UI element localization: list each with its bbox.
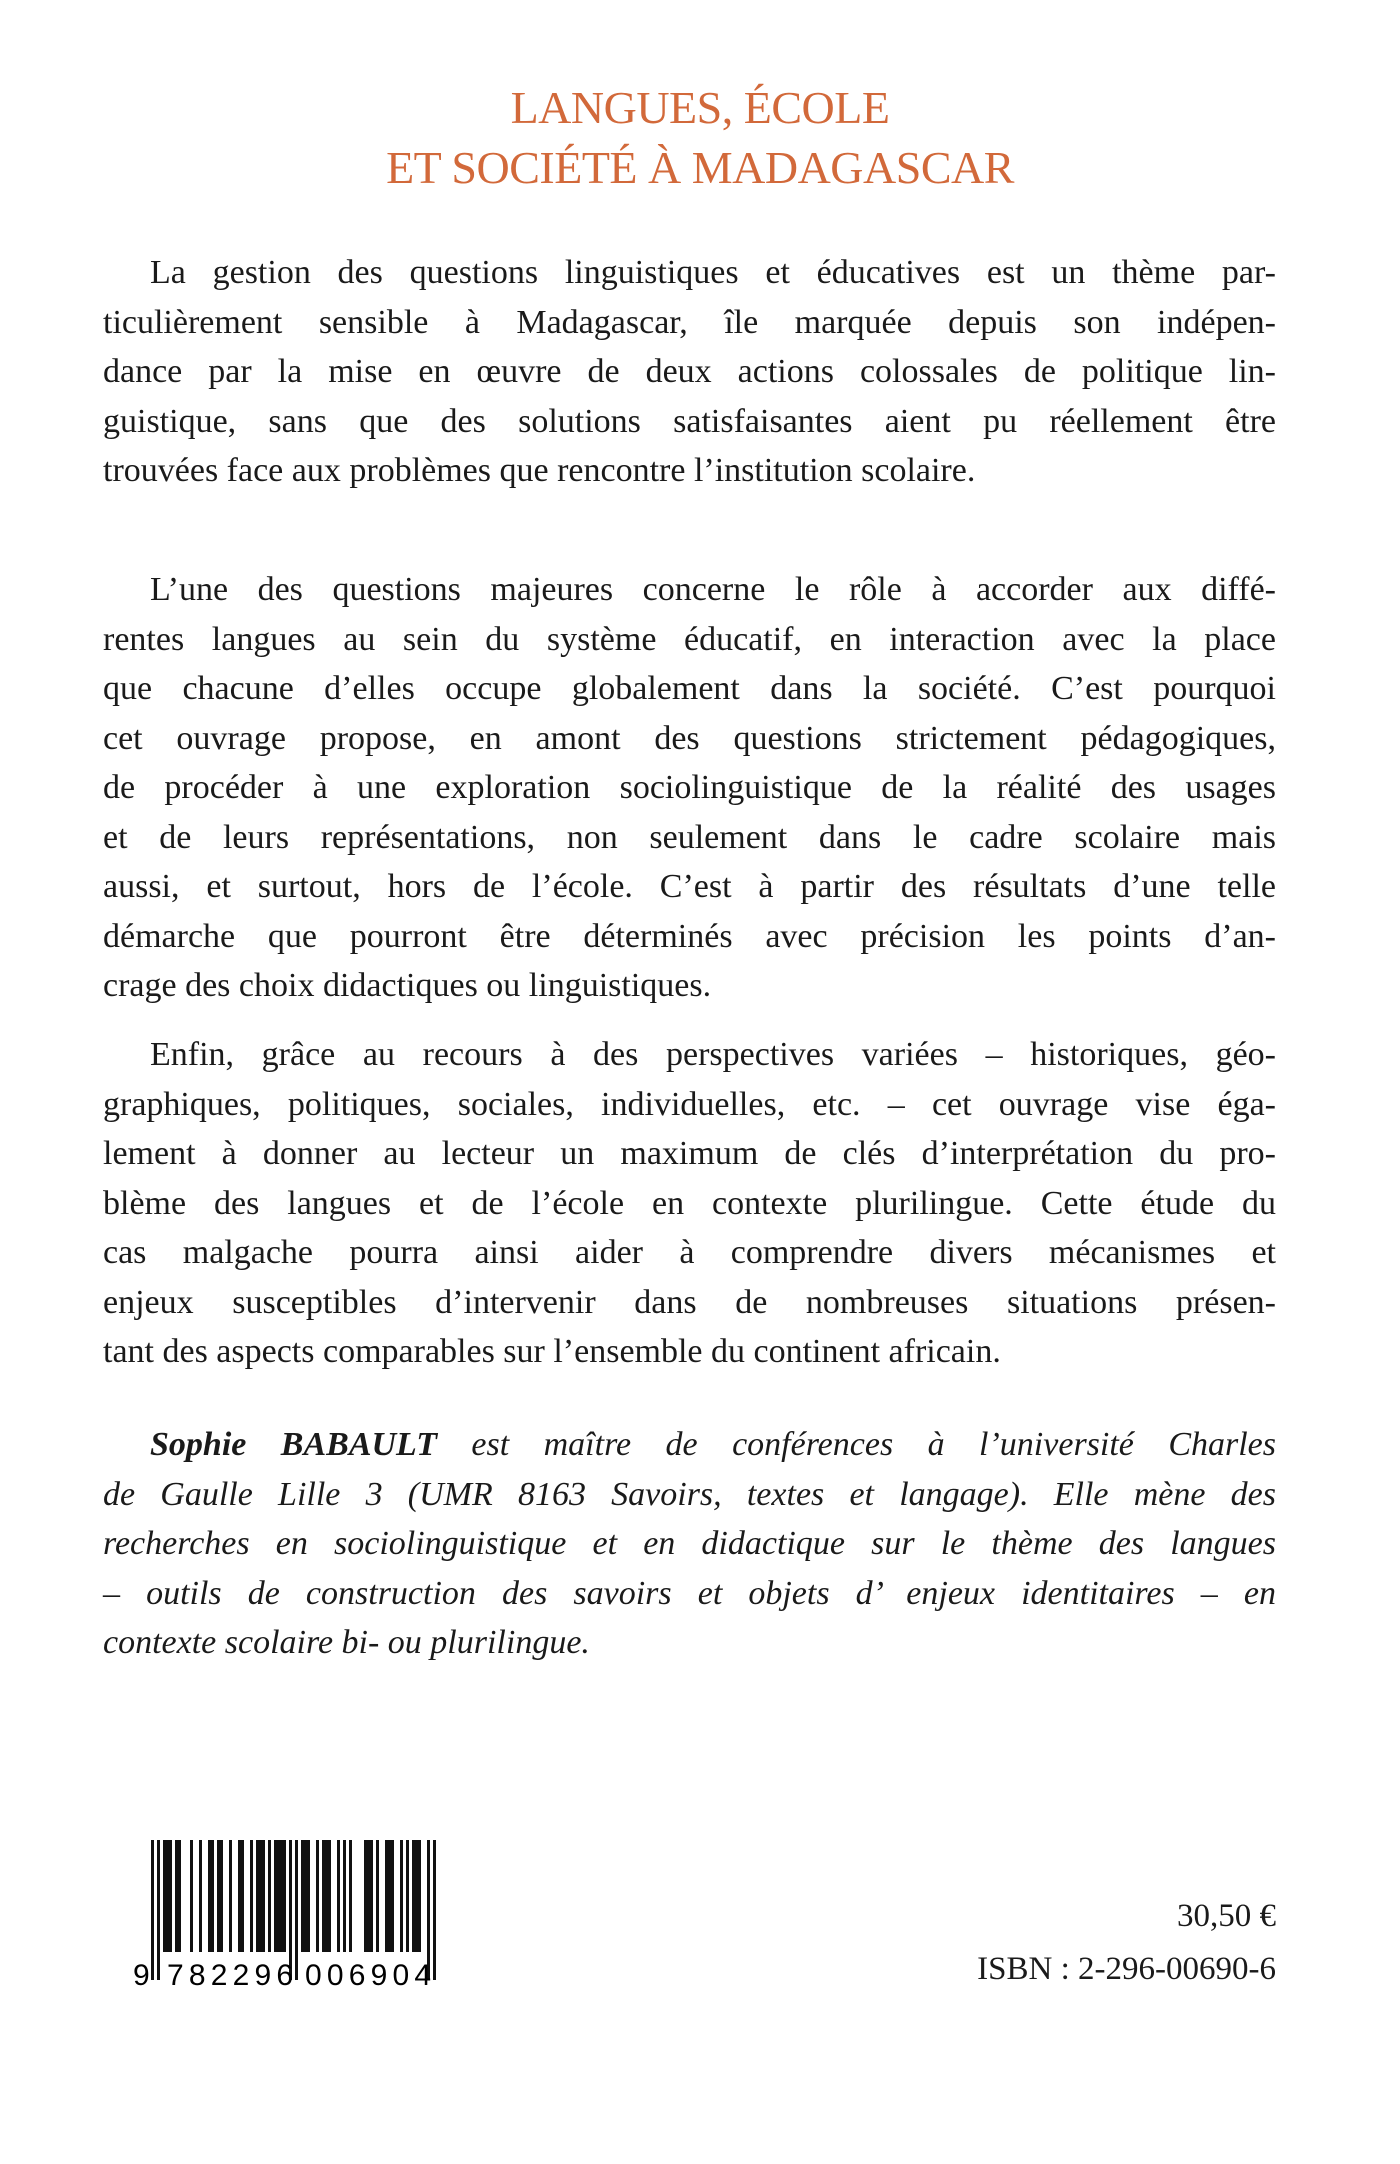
paragraph-line: guistique, sans que des solutions satisfaisantes aient pu réellement être: [103, 402, 1276, 440]
barcode-bar: [400, 1840, 403, 1952]
paragraph-line: blème des langues et de l’école en contexte plurilingue. Cette étude du: [103, 1184, 1276, 1222]
author-bio-line: contexte scolaire bi- ou plurilingue.: [103, 1624, 590, 1661]
barcode-bar: [367, 1840, 370, 1952]
barcode-bar: [190, 1840, 193, 1952]
barcode-bar: [337, 1840, 340, 1952]
paragraph-line: Enfin, grâce au recours à des perspectives variées – historiques, géo-: [150, 1036, 1276, 1073]
author-name: Sophie BABAULT: [150, 1426, 437, 1463]
barcode-bar: [415, 1840, 418, 1952]
barcode-bar: [211, 1840, 214, 1952]
paragraph-line: dance par la mise en œuvre de deux actions colossales de politique lin-: [103, 353, 1276, 390]
barcode-bar: [376, 1840, 379, 1952]
barcode-bar: [316, 1840, 319, 1952]
barcode-bar: [283, 1840, 286, 1952]
barcode-bar: [229, 1840, 232, 1952]
paragraph-1: [103, 248, 1276, 496]
barcode-bar: [268, 1840, 271, 1952]
title-line-1: LANGUES, ÉCOLE: [510, 82, 890, 133]
isbn: ISBN : 2-296-00690-6: [977, 1951, 1276, 1987]
barcode-bar: [343, 1840, 346, 1952]
barcode-bar: [220, 1840, 223, 1952]
barcode-bar: [178, 1840, 181, 1952]
barcode-bar: [301, 1840, 304, 1952]
barcode-bar: [250, 1840, 253, 1952]
author-bio-line: recherches en sociolinguistique et en didactique sur le thème des langues: [103, 1525, 1276, 1562]
barcode-bar: [325, 1840, 328, 1952]
barcode-bar: [163, 1840, 166, 1952]
paragraph-line: enjeux susceptibles d’intervenir dans de nombreuses situations présen-: [103, 1283, 1276, 1321]
barcode-bar: [256, 1840, 259, 1952]
barcode-bar: [274, 1840, 277, 1952]
barcode-bar: [277, 1840, 280, 1952]
barcode-bar: [418, 1840, 421, 1952]
barcode-bar: [385, 1840, 388, 1952]
price: 30,50 €: [1177, 1898, 1276, 1934]
barcode-bar: [259, 1840, 262, 1952]
barcode-bar: [370, 1840, 373, 1952]
paragraph-line: de procéder à une exploration sociolinguistique de la réalité des usages: [103, 769, 1276, 806]
barcode-bar: [151, 1840, 154, 1980]
author-bio-line1-rest: est maître de conférences à l’université Charles: [436, 1426, 1276, 1463]
barcode-bar: [175, 1840, 178, 1952]
barcode-bar: [322, 1840, 325, 1952]
barcode-bar: [217, 1840, 220, 1952]
paragraph-line: ticulièrement sensible à Madagascar, île marquée depuis son indépen-: [103, 303, 1276, 341]
barcode-bar: [388, 1840, 391, 1952]
barcode-bar: [241, 1840, 244, 1952]
paragraph-line: aussi, et surtout, hors de l’école. C’est à partir des résultats d’une telle: [103, 868, 1276, 905]
barcode-bar: [364, 1840, 367, 1952]
paragraph-line: démarche que pourront être déterminés avec précision les points d’an-: [103, 917, 1276, 955]
barcode-bar: [349, 1840, 352, 1952]
author-bio: [103, 1420, 1276, 1668]
barcode-bar: [307, 1840, 310, 1952]
paragraph-line: cas malgache pourra ainsi aider à comprendre divers mécanismes et: [103, 1234, 1276, 1271]
barcode-bar: [238, 1840, 241, 1952]
ean-barcode: [133, 1840, 443, 1990]
paragraph-line: que chacune d’elles occupe globalement dans la société. C’est pourquoi: [103, 670, 1276, 707]
paragraph-line: La gestion des questions linguistiques et éducatives est un thème par-: [150, 254, 1276, 291]
barcode-bar: [280, 1840, 283, 1952]
paragraph-line: rentes langues au sein du système éducatif, en interaction avec la place: [103, 620, 1276, 658]
barcode-bar: [328, 1840, 331, 1952]
paragraph-line: tant des aspects comparables sur l’ensemble du continent africain.: [103, 1333, 1001, 1370]
paragraph-line: graphiques, politiques, sociales, individuelles, etc. – cet ouvrage vise éga-: [103, 1085, 1276, 1123]
barcode-bar: [412, 1840, 415, 1952]
barcode-bar: [295, 1840, 298, 1980]
barcode-bar: [262, 1840, 265, 1952]
barcode-bar: [157, 1840, 160, 1980]
author-bio-line: – outils de construction des savoirs et objets d’ enjeux identitaires – en: [103, 1574, 1276, 1612]
barcode-bar: [391, 1840, 394, 1952]
book-title: [0, 78, 1400, 198]
barcode-bar: [169, 1840, 172, 1952]
paragraph-line: trouvées face aux problèmes que rencontre l’institution scolaire.: [103, 452, 976, 489]
barcode-bar: [166, 1840, 169, 1952]
paragraph-line: et de leurs représentations, non seulement dans le cadre scolaire mais: [103, 818, 1276, 856]
barcode-bar: [208, 1840, 211, 1952]
barcode-bar: [433, 1840, 436, 1980]
title-line-2: ET SOCIÉTÉ À MADAGASCAR: [386, 142, 1014, 193]
paragraph-line: L’une des questions majeures concerne le rôle à accorder aux diffé-: [150, 571, 1276, 608]
paragraph-line: crage des choix didactiques ou linguistiques.: [103, 967, 712, 1004]
paragraph-line: lement à donner au lecteur un maximum de clés d’interprétation du pro-: [103, 1135, 1276, 1172]
barcode-bar: [406, 1840, 409, 1952]
barcode-left-digits: 782296: [167, 1959, 293, 1990]
barcode-bar: [304, 1840, 307, 1952]
barcode-bar: [199, 1840, 202, 1952]
barcode-first-digit: 9: [133, 1959, 150, 1990]
barcode-right-digits: 006904: [305, 1959, 431, 1990]
paragraph-line: cet ouvrage propose, en amont des questions strictement pédagogiques,: [103, 719, 1276, 757]
paragraph-3: [103, 1030, 1276, 1377]
author-bio-line: de Gaulle Lille 3 (UMR 8163 Savoirs, textes et langage). Elle mène des: [103, 1475, 1276, 1513]
author-bio-line: [103, 1420, 1276, 1470]
paragraph-2: [103, 565, 1276, 1011]
